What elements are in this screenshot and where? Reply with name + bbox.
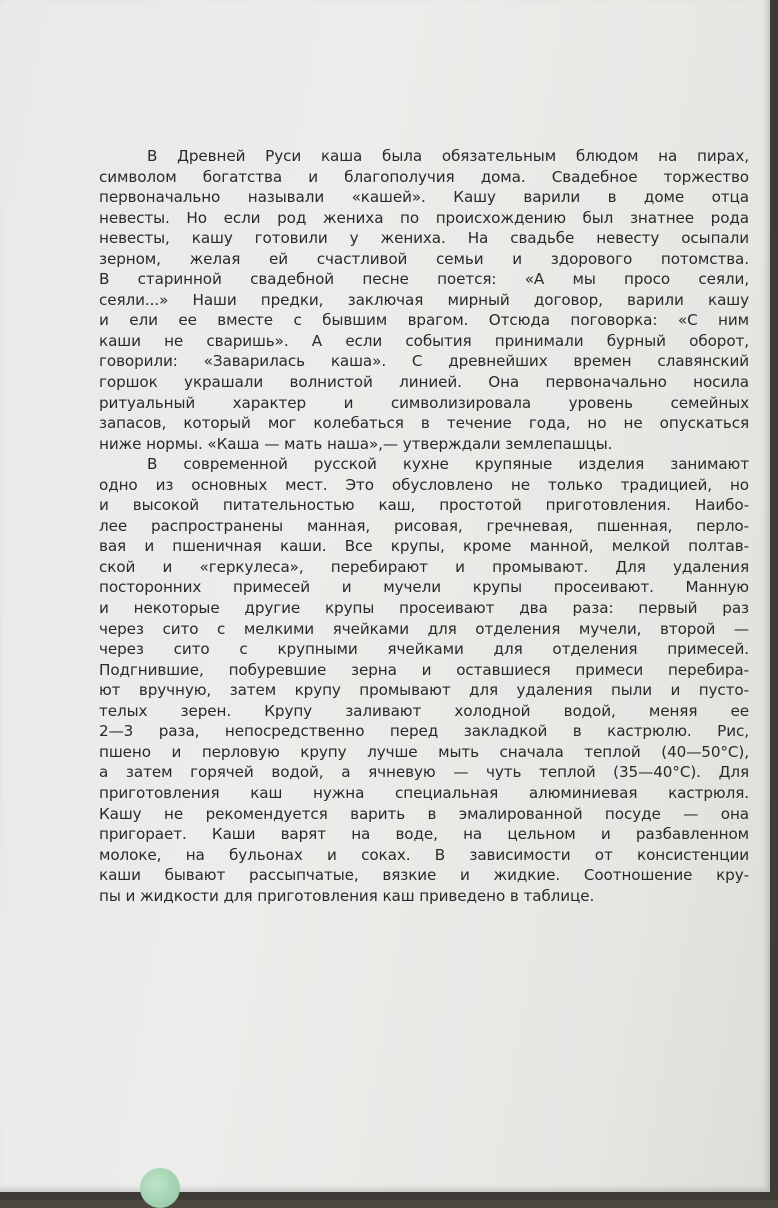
- text-line: ют вручную, затем крупу промывают для удаления пыли и пусто-: [99, 681, 749, 700]
- text-line: и ели ее вместе с бывшим врагом. Отсюда поговорка: «С ним: [99, 311, 749, 330]
- page-bottom-shadow: [0, 1192, 778, 1200]
- text-line: пы и жидкости для приготовления каш приведено в таблице.: [99, 886, 595, 905]
- text-line: молоке, на бульонах и соках. В зависимости от консистенции: [99, 845, 749, 864]
- text-line: сеяли...» Наши предки, заключая мирный договор, варили кашу: [99, 290, 749, 309]
- text-line: запасов, который мог колебаться в течение года, но не опускаться: [99, 414, 749, 433]
- text-line: В Древней Руси каша была обязательным блюдом на пирах,: [147, 147, 749, 165]
- text-line: одно из основных мест. Это обусловлено не только традицией, но: [99, 475, 749, 494]
- text-line: ритуальный характер и символизировала уровень семейных: [99, 393, 749, 412]
- paragraph-modern-cuisine: [99, 454, 749, 906]
- text-line: горшок украшали волнистой линией. Она первоначально носила: [99, 373, 749, 392]
- text-line: через сито с крупными ячейками для отделения примесей.: [99, 640, 749, 659]
- text-line: невесты. Но если род жениха по происхождению был знатнее рода: [99, 208, 749, 227]
- text-line: посторонних примесей и мучели крупы просеивают. Манную: [99, 578, 749, 597]
- text-line: Подгнившие, побуревшие зерна и оставшиеся примеси перебира-: [99, 660, 749, 679]
- text-line: вая и пшеничная каши. Все крупы, кроме манной, мелкой полтав-: [99, 537, 749, 556]
- text-line: каши бывают рассыпчатые, вязкие и жидкие. Соотношение кру-: [99, 866, 749, 885]
- text-line: говорили: «Заварилась каша». С древнейших времен славянский: [99, 352, 749, 371]
- text-line: лее распространены манная, рисовая, гречневая, пшенная, перло-: [99, 516, 749, 535]
- text-line: каши не сваришь». А если события принимали бурный оборот,: [99, 331, 749, 350]
- body-text: [99, 146, 749, 906]
- text-line: пшено и перловую крупу лучше мыть сначала теплой (40—50°С),: [99, 742, 749, 761]
- text-line: первоначально называли «кашей». Кашу варили в доме отца: [99, 188, 749, 207]
- text-line: В современной русской кухне крупяные изделия занимают: [147, 455, 749, 474]
- page-edge-shadow: [770, 0, 778, 1200]
- text-line: В старинной свадебной песне поется: «А мы просо сеяли,: [99, 270, 749, 289]
- text-line: Кашу не рекомендуется варить в эмалированной посуде — она: [99, 804, 749, 823]
- paragraph-history: [99, 146, 749, 454]
- text-line: пригорает. Каши варят на воде, на цельном и разбавленном: [99, 825, 749, 844]
- text-line: символом богатства и благополучия дома. Свадебное торжество: [99, 167, 749, 186]
- green-object: [140, 1168, 180, 1208]
- text-line: ниже нормы. «Каша — мать наша»,— утверждали землепашцы.: [99, 434, 613, 453]
- text-line: через сито с мелкими ячейками для отделения мучели, второй —: [99, 619, 749, 638]
- text-line: и некоторые другие крупы просеивают два раза: первый раз: [99, 599, 749, 618]
- text-line: телых зерен. Крупу заливают холодной водой, меняя ее: [99, 701, 749, 720]
- text-line: зерном, желая ей счастливой семьи и здорового потомства.: [99, 249, 749, 268]
- text-line: 2—3 раза, непосредственно перед закладкой в кастрюлю. Рис,: [99, 722, 749, 741]
- text-line: а затем горячей водой, а ячневую — чуть теплой (35—40°С). Для: [99, 763, 749, 782]
- text-line: приготовления каш нужна специальная алюминиевая кастрюля.: [99, 783, 749, 802]
- text-line: ской и «геркулеса», перебирают и промывают. Для удаления: [99, 557, 749, 576]
- text-line: невесты, кашу готовили у жениха. На свадьбе невесту осыпали: [99, 229, 749, 248]
- text-line: и высокой питательностью каш, простотой приготовления. Наибо-: [99, 496, 749, 515]
